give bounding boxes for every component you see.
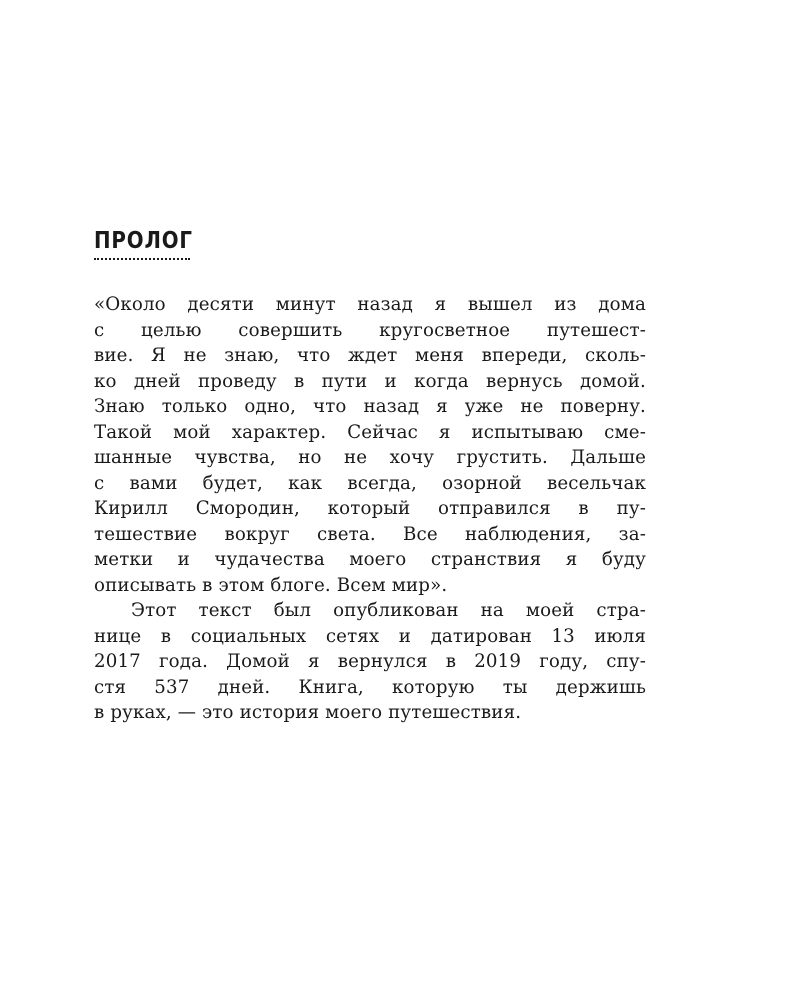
- text-line: Кирилл Смородин, который отправился в пу-: [94, 498, 646, 519]
- text-line: Этот текст был опубликован на моей стра-: [131, 600, 646, 621]
- chapter-body: [94, 292, 646, 726]
- title-dotted-underline: [94, 258, 190, 260]
- text-line: «Около десяти минут назад я вышел из дома: [94, 294, 646, 315]
- text-line: Знаю только одно, что назад я уже не поверну.: [94, 396, 646, 417]
- text-line: ко дней проведу в пути и когда вернусь домой.: [94, 370, 646, 392]
- text-line: метки и чудачества моего странствия я буду: [94, 549, 646, 570]
- text-line: тешествие вокруг света. Все наблюдения, за-: [94, 523, 646, 545]
- text-line: с целью совершить кругосветное путешест-: [94, 319, 646, 341]
- text-line: с вами будет, как всегда, озорной весельчак: [94, 472, 646, 494]
- paragraph-afterword: [94, 598, 646, 726]
- text-line: 2017 года. Домой я вернулся в 2019 году, спу-: [94, 651, 646, 672]
- chapter-title: ПРОЛОГ: [94, 228, 193, 254]
- text-line: описывать в этом блоге. Всем мир».: [94, 574, 448, 596]
- text-line: Такой мой характер. Сейчас я испытываю сме-: [94, 421, 646, 443]
- paragraph-quote: [94, 292, 646, 598]
- text-line: шанные чувства, но не хочу грустить. Дальше: [94, 447, 646, 468]
- text-line: вие. Я не знаю, что ждет меня впереди, сколь-: [94, 345, 646, 366]
- text-line: в руках, — это история моего путешествия.: [94, 702, 522, 723]
- text-line: стя 537 дней. Книга, которую ты держишь: [94, 676, 646, 698]
- book-page: [94, 228, 646, 726]
- text-line: нице в социальных сетях и датирован 13 июля: [94, 625, 646, 647]
